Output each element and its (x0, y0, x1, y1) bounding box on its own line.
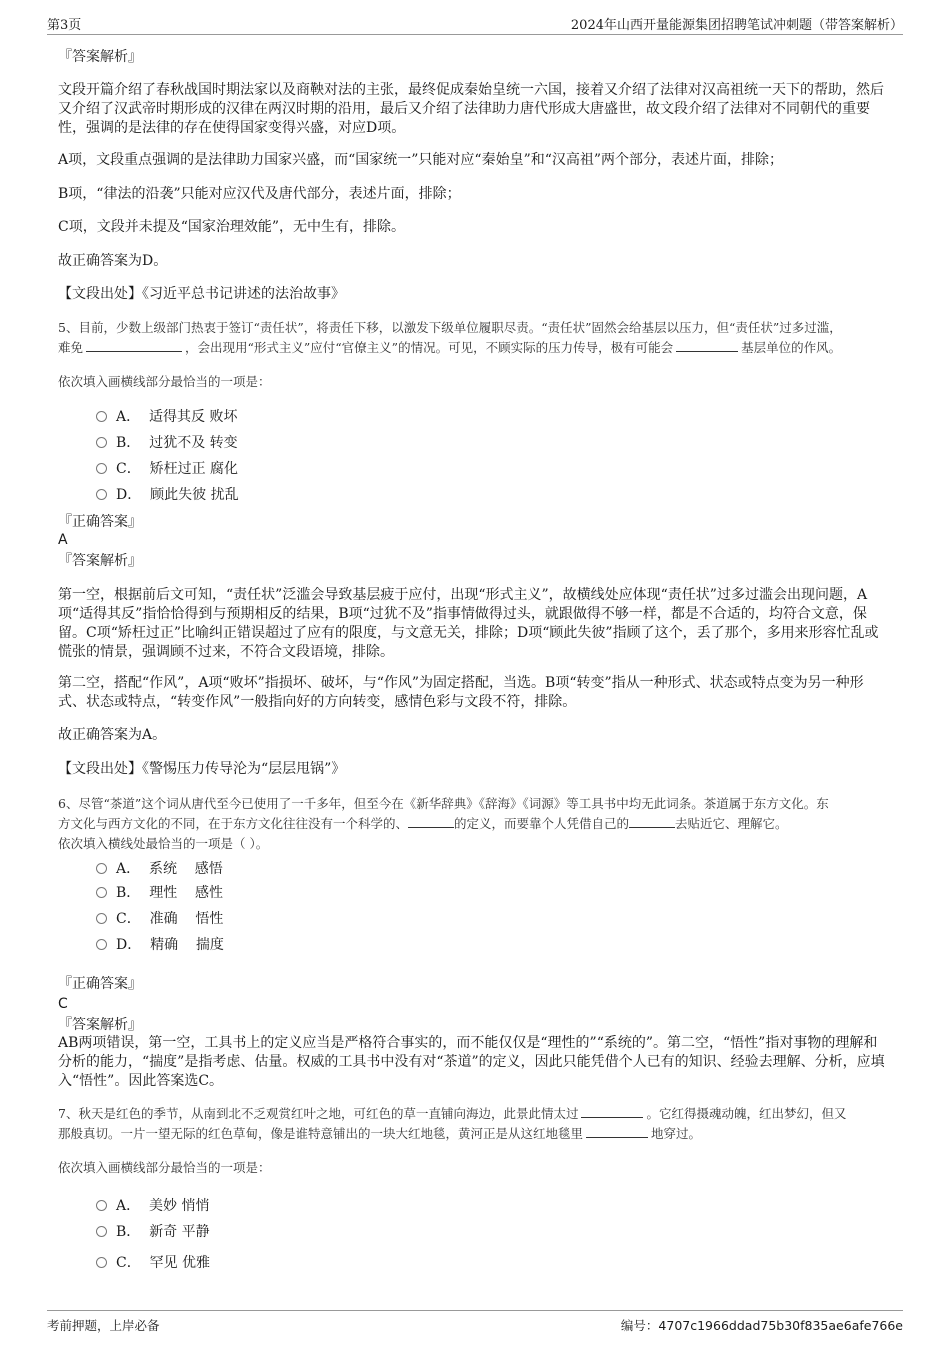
q5-answer: A (58, 532, 68, 548)
q5-option-label: C． 矫枉过正 腐化 (116, 461, 239, 477)
q5-stem-text: ，会出现用“形式主义”应付“官僚主义”的情况。可见，不顾实际的压力传导，极有可能会 (185, 340, 674, 355)
q6-analysis-label: 『答案解析』 (58, 1017, 142, 1033)
q6-option-c[interactable] (96, 908, 223, 928)
q5-analysis-p1: 第一空，根据前后文可知，“责任状”泛滥会导致基层疲于应付，出现“形式主义”，故横线处应体现“责任状”过多过滥会出现问题，A项“适得其反”指恰恰得到与预期相反的结果，B项“过犹不及”指事情做得过头，就跟做得不够一样，都是不合适的，均符合文意，保留。C项“矫枉过正”比喻纠正错误超过了应有的限度，与文意无关，排除；D项“顾此失彼”指顾了这个，丢了那个，多用来形容忙乱或慌张的情景，强调顾不过来，不符合文段语境，排除。 (58, 587, 879, 660)
q7-stem-text: 地穿过。 (651, 1126, 702, 1141)
footer-code-value: 4707c1966ddad75b30f835ae6afe766e (658, 1318, 903, 1333)
q5-blank-1 (86, 339, 182, 352)
radio-icon[interactable] (96, 913, 107, 924)
q5-source: 【文段出处】《警惕压力传导沦为“层层甩锅”》 (58, 761, 346, 777)
q4-conclusion: 故正确答案为D。 (58, 253, 168, 269)
q7-option-c[interactable] (96, 1252, 210, 1272)
q6-stem-line2 (58, 814, 890, 834)
q7-blank-2 (586, 1125, 648, 1138)
q6-option-label: D． 精确 揣度 (116, 937, 224, 953)
q6-option-label: A． 系统 感悟 (116, 861, 223, 877)
q5-stem (58, 318, 890, 358)
q7-option-label: C． 罕见 优雅 (116, 1255, 211, 1271)
q4-analysis-label: 『答案解析』 (58, 49, 142, 65)
q6-option-b[interactable] (96, 882, 223, 902)
q7-option-b[interactable] (96, 1221, 210, 1241)
q6-stem-text: 去贴近它、理解它。 (675, 816, 788, 831)
q7-blank-1 (581, 1105, 643, 1118)
q7-prompt: 依次填入画横线部分最恰当的一项是： (58, 1160, 271, 1175)
radio-icon[interactable] (96, 863, 107, 874)
q6-stem-text: 方文化与西方文化的不同，在于东方文化往往没有一个科学的、 (58, 816, 409, 831)
q5-option-label: A． 适得其反 败坏 (116, 409, 238, 425)
document-title: 2024年山西开量能源集团招聘笔试冲刺题（带答案解析） (570, 18, 903, 33)
page-number: 第3页 (47, 18, 82, 33)
q4-analysis-p1: 文段开篇介绍了春秋战国时期法家以及商鞅对法的主张，最终促成秦始皇统一六国，接着又介绍了法律对汉高祖统一天下的帮助，然后又介绍了汉武帝时期形成的汉律在两汉时期的沿用，最后又介绍了法律助力唐代形成大唐盛世，故文段介绍了法律对不同朝代的重要性，强调的是法律的存在使得国家变得兴盛，对应D项。 (58, 82, 884, 136)
q5-conclusion: 故正确答案为A。 (58, 727, 167, 743)
radio-icon[interactable] (96, 489, 107, 500)
radio-icon[interactable] (96, 1226, 107, 1237)
radio-icon[interactable] (96, 887, 107, 898)
q7-stem (58, 1104, 890, 1144)
q5-analysis-label: 『答案解析』 (58, 553, 142, 569)
q7-stem-text: 那般真切。一片一望无际的红色草甸，像是谁特意铺出的一块大红地毯，黄河正是从这红地毯里 (58, 1126, 584, 1141)
footer-slogan: 考前押题，上岸必备 (47, 1318, 160, 1333)
q6-blank-2 (629, 815, 675, 828)
q7-option-label: A． 美妙 悄悄 (116, 1198, 210, 1214)
q5-blank-2 (676, 339, 738, 352)
q4-source: 【文段出处】《习近平总书记讲述的法治故事》 (58, 286, 345, 302)
q5-answer-label: 『正确答案』 (58, 514, 142, 530)
q7-option-a[interactable] (96, 1195, 209, 1215)
q6-blank-1 (408, 815, 454, 828)
q5-stem-text: 难免 (58, 340, 84, 355)
q6-option-d[interactable] (96, 934, 224, 954)
q6-answer-label: 『正确答案』 (58, 976, 142, 992)
q5-prompt: 依次填入画横线部分最恰当的一项是： (58, 374, 271, 389)
q4-analysis-p2: A项，文段重点强调的是法律助力国家兴盛，而“国家统一”只能对应“秦始皇”和“汉高祖”两个部分，表述片面，排除； (58, 152, 784, 168)
q6-prompt: 依次填入横线处最恰当的一项是（ ）。 (58, 836, 269, 851)
q7-stem-text: 7、秋天是红色的季节，从南到北不乏观赏红叶之地，可红色的草一直铺向海边，此景此情太过 (58, 1106, 579, 1121)
q5-option-label: B． 过犹不及 转变 (116, 435, 238, 451)
q5-analysis-p2: 第二空，搭配“作风”，A项“败坏”指损坏、破坏，与“作风”为固定搭配，当选。B项“转变”指从一种形式、状态或特点变为另一种形式、状态或特点，“转变作风”一般指向好的方向转变，感情色彩与文段不符，排除。 (58, 675, 864, 710)
radio-icon[interactable] (96, 1257, 107, 1268)
footer-code-label: 编号： (620, 1318, 659, 1333)
q4-analysis-p4: C项，文段并未提及“国家治理效能”，无中生有，排除。 (58, 219, 406, 235)
q5-stem-text: 基层单位的作风。 (741, 340, 842, 355)
q5-option-c[interactable] (96, 458, 238, 478)
q6-stem-line1: 6、尽管“茶道”这个词从唐代至今已使用了一千多年，但至今在《新华辞典》《辞海》《词源》等工具书中均无此词条。茶道属于东方文化。东 (58, 796, 829, 811)
q6-option-a[interactable] (96, 858, 223, 878)
q7-option-label: B． 新奇 平静 (116, 1224, 210, 1240)
q5-option-b[interactable] (96, 432, 238, 452)
q5-option-label: D． 顾此失彼 扰乱 (116, 487, 239, 503)
radio-icon[interactable] (96, 1200, 107, 1211)
q5-stem-line1: 5、目前，少数上级部门热衷于签订“责任状”，将责任下移，以激发下级单位履职尽责。“责任状”固然会给基层以压力，但“责任状”过多过滥， (58, 320, 842, 335)
radio-icon[interactable] (96, 463, 107, 474)
q5-option-a[interactable] (96, 406, 237, 426)
q6-stem (58, 794, 890, 854)
q4-analysis-p3: B项，“律法的沿袭”只能对应汉代及唐代部分，表述片面，排除； (58, 186, 461, 202)
q5-stem-line2 (58, 338, 890, 358)
page-footer (47, 1310, 903, 1335)
radio-icon[interactable] (96, 939, 107, 950)
q6-option-label: C． 准确 悟性 (116, 911, 224, 927)
q7-stem-text: 。它红得摄魂动魄，红出梦幻，但又 (646, 1106, 847, 1121)
page-header (47, 12, 903, 35)
footer-code (621, 1316, 903, 1334)
radio-icon[interactable] (96, 437, 107, 448)
q6-answer: C (58, 996, 68, 1012)
q7-stem-line1 (58, 1104, 890, 1124)
q5-option-d[interactable] (96, 484, 239, 504)
q7-stem-line2 (58, 1124, 890, 1144)
q6-option-label: B． 理性 感性 (116, 885, 223, 901)
q6-stem-text: 的定义，而要靠个人凭借自己的 (454, 816, 630, 831)
q6-analysis-p1: AB两项错误，第一空，工具书上的定义应当是严格符合事实的，而不能仅仅是“理性的”“系统的”。第二空，“悟性”指对事物的理解和分析的能力，“揣度”是指考虑、估量。权威的工具书中没有对“茶道”的定义，因此只能凭借个人已有的知识、经验去理解、分析，应填入“悟性”。因此答案选C。 (58, 1035, 885, 1089)
radio-icon[interactable] (96, 411, 107, 422)
